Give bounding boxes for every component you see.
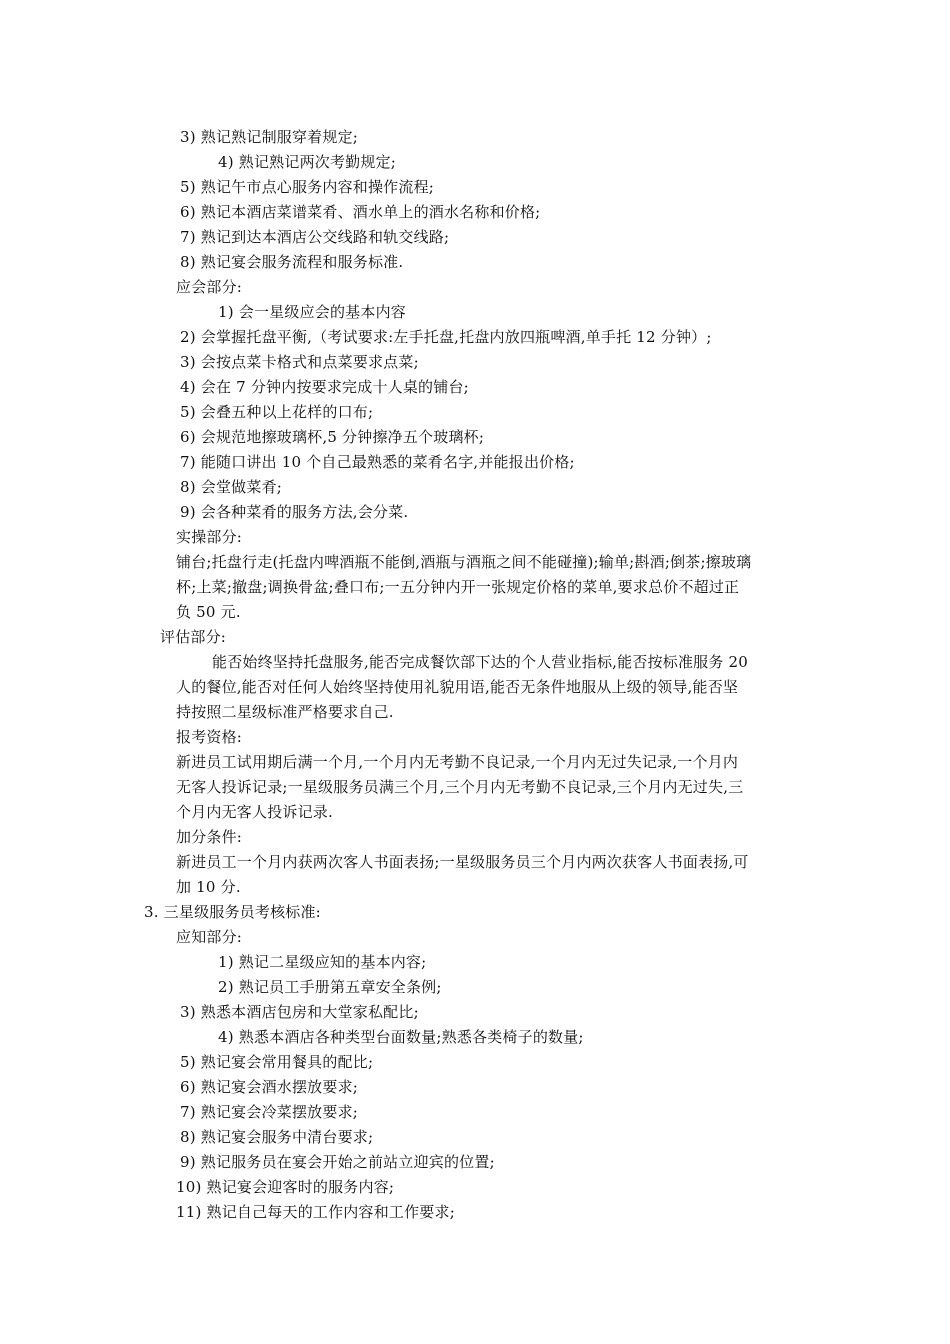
qual-heading: 报考资格: — [176, 728, 243, 746]
skills-item-7: 7) 能随口讲出 10 个自己最熟悉的菜肴名字,并能报出价格; — [180, 453, 575, 471]
skills-item-6: 6) 会规范地擦玻璃杯,5 分钟擦净五个玻璃杯; — [180, 428, 485, 446]
know-item-7: 7) 熟记到达本酒店公交线路和轨交线路; — [180, 228, 450, 246]
bonus-line-2: 加 10 分. — [176, 878, 241, 896]
section3-know-item-6: 6) 熟记宴会酒水摆放要求; — [180, 1078, 359, 1096]
section3-know-item-2: 2) 熟记员工手册第五章安全条例; — [218, 978, 442, 996]
practice-line-1: 铺台;托盘行走(托盘内啤酒瓶不能倒,酒瓶与酒瓶之间不能碰撞);输单;斟酒;倒茶;擦玻璃 — [176, 553, 752, 571]
skills-item-5: 5) 会叠五种以上花样的口布; — [180, 403, 374, 421]
eval-line-3: 持按照二星级标准严格要求自己. — [176, 703, 394, 721]
section3-know-item-1: 1) 熟记二星级应知的基本内容; — [218, 953, 427, 971]
bonus-line-1: 新进员工一个月内获两次客人书面表扬;一星级服务员三个月内两次获客人书面表扬,可 — [176, 853, 749, 871]
skills-item-9: 9) 会各种菜肴的服务方法,会分菜. — [180, 503, 409, 521]
know-item-4: 4) 熟记熟记两次考勤规定; — [218, 153, 397, 171]
practice-heading: 实操部分: — [176, 528, 243, 546]
section3-know-item-5: 5) 熟记宴会常用餐具的配比; — [180, 1053, 374, 1071]
section3-know-item-8: 8) 熟记宴会服务中清台要求; — [180, 1128, 374, 1146]
know-item-3: 3) 熟记熟记制服穿着规定; — [180, 128, 359, 146]
practice-line-3: 负 50 元. — [176, 603, 241, 621]
section3-know-heading: 应知部分: — [176, 928, 243, 946]
section3-know-item-4: 4) 熟悉本酒店各种类型台面数量;熟悉各类椅子的数量; — [218, 1028, 584, 1046]
section3-know-item-9: 9) 熟记服务员在宴会开始之前站立迎宾的位置; — [180, 1153, 495, 1171]
section3-know-item-10: 10) 熟记宴会迎客时的服务内容; — [176, 1178, 395, 1196]
skills-item-4: 4) 会在 7 分钟内按要求完成十人桌的铺台; — [180, 378, 469, 396]
know-item-6: 6) 熟记本酒店菜谱菜肴、酒水单上的酒水名称和价格; — [180, 203, 541, 221]
skills-heading: 应会部分: — [176, 278, 243, 296]
section3-know-item-11: 11) 熟记自己每天的工作内容和工作要求; — [176, 1203, 455, 1221]
know-item-5: 5) 熟记午市点心服务内容和操作流程; — [180, 178, 435, 196]
skills-item-3: 3) 会按点菜卡格式和点菜要求点菜; — [180, 353, 419, 371]
section3-title: 3. 三星级服务员考核标准: — [144, 903, 321, 921]
know-item-8: 8) 熟记宴会服务流程和服务标准. — [180, 253, 404, 271]
eval-line-2: 人的餐位,能否对任何人始终坚持使用礼貌用语,能否无条件地服从上级的领导,能否坚 — [176, 678, 739, 696]
skills-item-1: 1) 会一星级应会的基本内容 — [218, 303, 406, 321]
qual-line-1: 新进员工试用期后满一个月,一个月内无考勤不良记录,一个月内无过失记录,一个月内 — [176, 753, 739, 771]
qual-line-2: 无客人投诉记录;一星级服务员满三个月,三个月内无考勤不良记录,三个月内无过失,三 — [176, 778, 744, 796]
practice-line-2: 杯;上菜;撤盘;调换骨盆;叠口布;一五分钟内开一张规定价格的菜单,要求总价不超过正 — [176, 578, 740, 596]
skills-item-8: 8) 会堂做菜肴; — [180, 478, 283, 496]
section3-know-item-7: 7) 熟记宴会冷菜摆放要求; — [180, 1103, 359, 1121]
eval-line-1: 能否始终坚持托盘服务,能否完成餐饮部下达的个人营业指标,能否按标准服务 20 — [212, 653, 748, 671]
eval-heading: 评估部分: — [160, 628, 227, 646]
bonus-heading: 加分条件: — [176, 828, 243, 846]
qual-line-3: 个月内无客人投诉记录. — [176, 803, 333, 821]
skills-item-2: 2) 会掌握托盘平衡,（考试要求:左手托盘,托盘内放四瓶啤酒,单手托 12 分钟）; — [180, 328, 712, 346]
section3-know-item-3: 3) 熟悉本酒店包房和大堂家私配比; — [180, 1003, 419, 1021]
